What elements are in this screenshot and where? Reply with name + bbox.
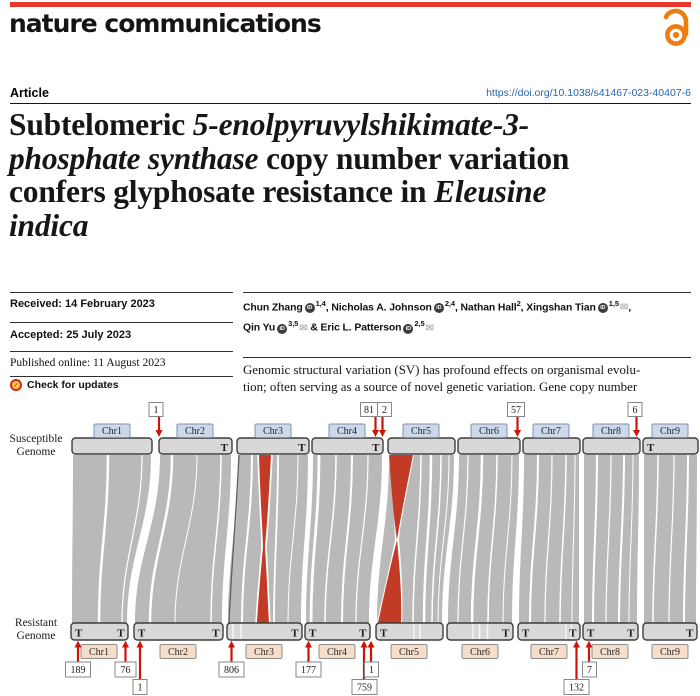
abstract-line: Genomic structural variation (SV) has profound effects on organismal evolu- bbox=[243, 363, 641, 377]
author-affiliation: 1,5 bbox=[608, 299, 619, 308]
telomere-t: T bbox=[522, 627, 530, 640]
email-icon: ✉ bbox=[425, 322, 434, 334]
author-separator: , bbox=[628, 302, 631, 314]
telomere-t: T bbox=[372, 442, 380, 454]
res-chr-label: Chr8 bbox=[600, 647, 620, 658]
copy-count: 81 bbox=[364, 405, 374, 416]
telomere-t: T bbox=[138, 627, 146, 640]
susceptible-chr-labels bbox=[94, 424, 688, 438]
author-line-1 bbox=[243, 296, 695, 316]
received-date: Received: 14 February 2023 bbox=[10, 298, 155, 310]
check-for-updates-label: Check for updates bbox=[27, 379, 119, 391]
orcid-icon: iD bbox=[598, 303, 608, 313]
res-chr-label: Chr4 bbox=[327, 647, 347, 658]
copy-count: 6 bbox=[632, 405, 638, 416]
copy-count: 1 bbox=[369, 665, 374, 676]
copy-count: 1 bbox=[137, 682, 143, 694]
telomere-t: T bbox=[298, 442, 306, 454]
copy-count: 76 bbox=[120, 665, 131, 676]
telomere-t: T bbox=[587, 627, 595, 640]
title-roman: confers glyphosate resistance in bbox=[9, 174, 435, 209]
telomere-t: T bbox=[380, 627, 388, 640]
orcid-icon: iD bbox=[305, 303, 315, 313]
title-italic: 5-enolpyruvylshikimate-3- bbox=[192, 107, 529, 142]
genome-labels bbox=[9, 433, 62, 642]
telomere-t: T bbox=[502, 627, 510, 640]
sus-bar-chr6 bbox=[458, 438, 520, 454]
telomere-t: T bbox=[309, 627, 317, 640]
sus-chr-label: Chr6 bbox=[479, 426, 499, 438]
telomere-t: T bbox=[359, 627, 367, 640]
page-title bbox=[9, 108, 694, 242]
abstract-line: tion; often serving as a source of novel genetic variation. Gene copy number bbox=[243, 380, 638, 394]
res-chr-label: Chr1 bbox=[89, 647, 109, 658]
sus-bar-chr7 bbox=[523, 438, 580, 454]
title-roman: Subtelomeric bbox=[9, 107, 193, 142]
author-separator: , bbox=[520, 302, 527, 314]
email-icon: ✉ bbox=[619, 302, 629, 314]
sus-chr-label: Chr8 bbox=[601, 426, 621, 438]
sus-bar-chr5 bbox=[388, 438, 455, 454]
author-affiliation: 3,5 bbox=[288, 319, 299, 329]
meta-divider bbox=[10, 322, 233, 323]
author-affiliation: 2,5 bbox=[414, 319, 425, 329]
journal-title: nature communications bbox=[9, 9, 321, 38]
author: Nathan Hall bbox=[460, 302, 517, 314]
author-separator: , bbox=[325, 302, 332, 314]
sus-bar-chr1 bbox=[72, 438, 152, 454]
author-line-2 bbox=[243, 316, 695, 336]
published-date: Published online: 11 August 2023 bbox=[10, 357, 166, 369]
title-italic: Eleusine bbox=[434, 174, 547, 209]
author: Xingshan Tian bbox=[526, 302, 596, 314]
copy-count: 806 bbox=[224, 665, 239, 676]
res-chr-label: Chr9 bbox=[660, 647, 680, 658]
copy-count: 759 bbox=[357, 682, 372, 694]
synteny-figure bbox=[0, 395, 700, 696]
author-list bbox=[243, 296, 695, 337]
telomere-t: T bbox=[647, 442, 655, 454]
doi-link[interactable]: https://doi.org/10.1038/s41467-023-40407-6 bbox=[486, 87, 691, 99]
res-chr-label: Chr7 bbox=[539, 647, 559, 658]
author-affiliation: 2 bbox=[516, 299, 521, 308]
telomere-t: T bbox=[627, 627, 635, 640]
telomere-t: T bbox=[569, 627, 577, 640]
copy-count: 189 bbox=[70, 665, 86, 676]
author-affiliation: 2,4 bbox=[444, 299, 455, 308]
sus-chr-label: Chr3 bbox=[263, 426, 283, 438]
resistant-genome-label: Genome bbox=[16, 630, 56, 642]
crossmark-icon: ✓ bbox=[10, 379, 22, 391]
meta-divider bbox=[10, 292, 233, 293]
abstract-text bbox=[243, 362, 695, 396]
orcid-icon: iD bbox=[434, 303, 444, 313]
brand-bar bbox=[10, 2, 691, 7]
meta-divider bbox=[10, 376, 233, 377]
copy-count: 2 bbox=[382, 405, 387, 416]
title-roman: copy number variation bbox=[266, 140, 570, 176]
sus-chr-label: Chr2 bbox=[185, 426, 205, 438]
telomere-t: T bbox=[75, 627, 83, 640]
susceptible-bars bbox=[72, 438, 698, 454]
copy-count: 132 bbox=[569, 682, 584, 694]
check-for-updates-button[interactable] bbox=[10, 379, 119, 391]
sus-chr-label: Chr4 bbox=[337, 426, 357, 438]
article-header bbox=[10, 86, 691, 102]
telomere-t: T bbox=[686, 627, 694, 640]
meta-divider bbox=[10, 351, 233, 352]
res-chr-label: Chr3 bbox=[254, 647, 274, 658]
author: Qin Yu bbox=[243, 322, 276, 334]
orcid-icon: iD bbox=[277, 324, 287, 334]
resistant-genome-label: Resistant bbox=[14, 617, 58, 629]
ribbon-chr9 bbox=[644, 455, 697, 623]
authors-divider bbox=[243, 292, 691, 293]
res-chr-label: Chr5 bbox=[399, 647, 419, 658]
abstract-divider bbox=[243, 357, 691, 358]
susceptible-genome-label: Genome bbox=[16, 446, 56, 458]
sus-chr-label: Chr5 bbox=[411, 426, 431, 438]
telomere-t: T bbox=[291, 627, 299, 640]
header-divider bbox=[10, 103, 691, 104]
author-affiliation: 1,4 bbox=[315, 299, 326, 308]
copy-count: 57 bbox=[511, 405, 521, 416]
susceptible-genome-label: Susceptible bbox=[9, 433, 63, 445]
copy-count: 7 bbox=[587, 665, 592, 676]
res-chr-label: Chr6 bbox=[470, 647, 490, 658]
sus-chr-label: Chr7 bbox=[541, 426, 561, 438]
author: Chun Zhang bbox=[243, 302, 303, 314]
title-italic: indica bbox=[9, 207, 89, 243]
open-access-icon bbox=[656, 7, 694, 47]
sus-bar-chr8 bbox=[583, 438, 640, 454]
orcid-icon: iD bbox=[403, 324, 413, 334]
resistant-chr-labels bbox=[81, 645, 688, 659]
copy-count: 177 bbox=[301, 665, 316, 676]
author-separator: & bbox=[307, 322, 321, 334]
accepted-date: Accepted: 25 July 2023 bbox=[10, 329, 132, 341]
telomere-t: T bbox=[117, 627, 125, 640]
res-bar-chr2 bbox=[134, 623, 223, 640]
sus-chr-label: Chr1 bbox=[102, 426, 122, 438]
title-italic: phosphate synthase bbox=[9, 140, 266, 176]
author: Nicholas A. Johnson bbox=[331, 302, 432, 314]
copy-count: 1 bbox=[153, 405, 159, 416]
res-chr-label: Chr2 bbox=[168, 647, 188, 658]
telomere-t: T bbox=[212, 627, 220, 640]
author-separator: , bbox=[454, 302, 461, 314]
email-icon: ✉ bbox=[299, 322, 308, 334]
article-label: Article bbox=[10, 86, 49, 100]
author: Eric L. Patterson bbox=[320, 322, 402, 334]
telomere-t: T bbox=[220, 442, 228, 454]
sus-chr-label: Chr9 bbox=[660, 426, 680, 438]
